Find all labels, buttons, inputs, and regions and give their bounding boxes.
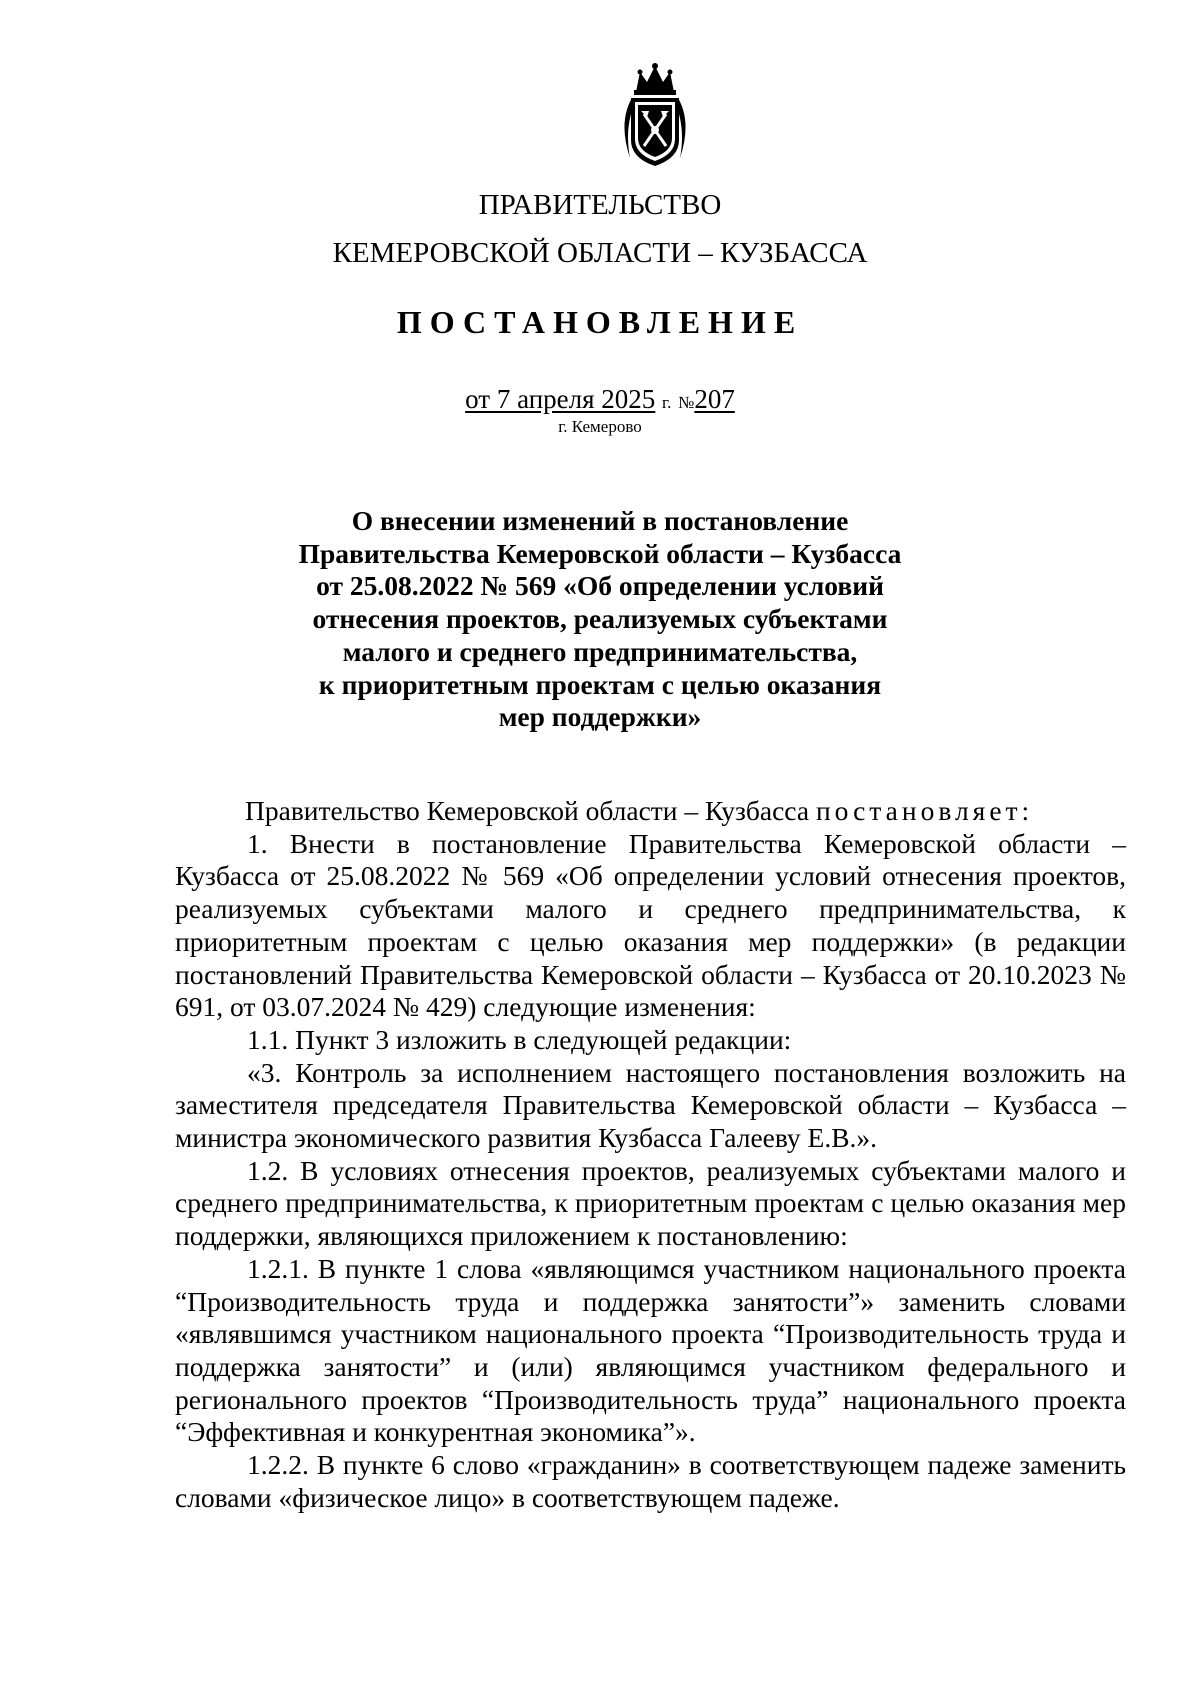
paragraph-1-2-2: 1.2.2. В пункте 6 слово «гражданин» в соответствующем падеже заменить словами «физическое лицо» в соответствующем падеже.: [175, 1449, 1126, 1513]
organization-name-line1: ПРАВИТЕЛЬСТВО: [478, 189, 722, 221]
intro-text: Правительство Кемеровской области – Кузбасса: [245, 795, 810, 826]
paragraph-1: 1. Внести в постановление Правительства Кемеровской области – Кузбасса от 25.08.2022 № 569 «Об определении условий отнесения проектов, реализуемых субъектами малого и среднего предпринимательства, к приоритетным проектам с целью оказания мер поддержки» (в редакции постановлений Правительства Кемеровской области – Кузбасса от 20.10.2023 № 691, от 03.07.2024 № 429) следующие изменения:: [175, 827, 1126, 1023]
title-line: к приоритетным проектам с целью оказания: [318, 668, 882, 700]
title-line: малого и среднего предпринимательства,: [342, 635, 858, 667]
number-sign: №: [678, 393, 695, 412]
document-city: г. Кемерово: [558, 417, 642, 436]
document-type-heading: ПОСТАНОВЛЕНИЕ: [396, 304, 804, 340]
document-date: от 7 апреля 2025: [465, 384, 656, 414]
year-suffix: г.: [662, 393, 672, 412]
paragraph-1-1: 1.1. Пункт 3 изложить в следующей редакции:: [247, 1023, 792, 1055]
intro-verb: постановляет:: [815, 795, 1034, 826]
title-line: от 25.08.2022 № 569 «Об определении условий: [316, 570, 884, 602]
coat-of-arms-icon: [614, 62, 696, 172]
organization-name-line2: КЕМЕРОВСКОЙ ОБЛАСТИ – КУЗБАССА: [332, 237, 868, 269]
document-body: [175, 795, 1126, 1514]
intro-paragraph: [175, 795, 1126, 828]
paragraph-1-2: 1.2. В условиях отнесения проектов, реализуемых субъектами малого и среднего предпринимательства, к приоритетным проектам с целью оказания мер поддержки, являющихся приложением к постановлению:: [175, 1154, 1126, 1252]
paragraph-1-2-1: 1.2.1. В пункте 1 слова «являющимся участником национального проекта “Производительность труда и поддержка занятости”» заменить словами «являвшимся участником национального проекта “Производительность труда и поддержка занятости” и (или) являющимся участником федерального и регионального проектов “Производительность труда” национального проекта “Эффективная и конкурентная экономика”».: [175, 1252, 1126, 1448]
title-line: Правительства Кемеровской области – Кузбасса: [298, 537, 902, 569]
title-line: отнесения проектов, реализуемых субъектами: [312, 603, 888, 635]
paragraph-1-1-quote: «3. Контроль за исполнением настоящего постановления возложить на заместителя председателя Правительства Кемеровской области – Кузбасса – министра экономического развития Кузбасса Галееву Е.В.».: [175, 1056, 1126, 1154]
document-number: 207: [694, 384, 735, 414]
title-line: О внесении изменений в постановление: [351, 505, 849, 536]
document-date-number: [0, 384, 1200, 418]
document-title: [250, 505, 950, 734]
title-line: мер поддержки»: [498, 701, 702, 733]
